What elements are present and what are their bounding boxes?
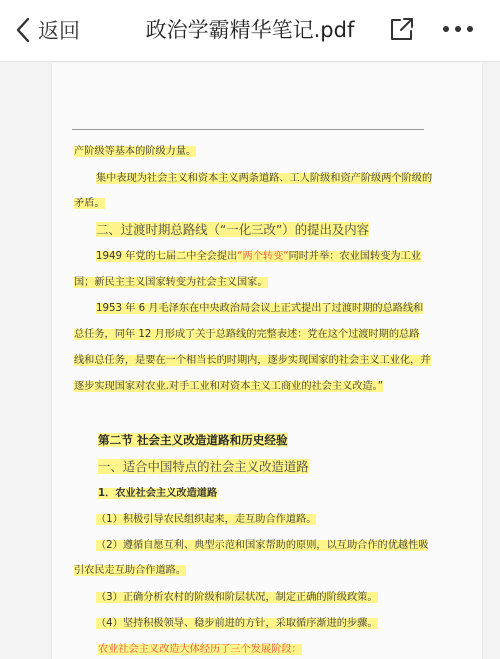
share-icon[interactable] bbox=[388, 15, 416, 43]
text-line: （1）积极引导农民组织起来，走互助合作道路。 bbox=[96, 514, 317, 525]
section-heading: 二、过渡时期总路线（“一化三改”）的提出及内容 bbox=[96, 222, 370, 237]
text-line: 1953 年 6 月毛泽东在中央政治局会议上正式提出了过渡时期的总路线和 bbox=[96, 303, 424, 314]
header-rule bbox=[72, 129, 424, 130]
back-button[interactable] bbox=[14, 13, 80, 47]
text-line: 1949 年党的七届二中全会提出“两个转变”同时并举：农业国转变为工业 bbox=[96, 251, 421, 262]
subsection-heading: 1．农业社会主义改造道路 bbox=[98, 488, 218, 499]
chevron-left-icon bbox=[14, 17, 32, 43]
top-navigation-bar bbox=[0, 0, 500, 62]
text-line: （3）正确分析农村的阶级和阶层状况，制定正确的阶级政策。 bbox=[96, 592, 378, 603]
chapter-heading: 第二节 社会主义改造道路和历史经验 bbox=[98, 433, 288, 447]
document-title: 政治学霸精华笔记.pdf bbox=[145, 18, 355, 42]
text-line: 农业社会主义改造大体经历了三个发展阶段： bbox=[98, 644, 302, 655]
section-heading: 一、适合中国特点的社会主义改造道路 bbox=[98, 459, 309, 474]
text-line: （4）坚持积极领导、稳步前进的方针，采取循序渐进的步骤。 bbox=[96, 618, 378, 629]
text-line: 国；新民主主义国家转变为社会主义国家。 bbox=[74, 277, 268, 288]
text-line: 总任务，同年 12 月形成了关于总路线的完整表述：党在这个过渡时期的总路 bbox=[74, 329, 420, 340]
back-label: 返回 bbox=[38, 19, 80, 43]
text-line: （2）遵循自愿互利、典型示范和国家帮助的原则，以互助合作的优越性吸 bbox=[96, 540, 429, 551]
pdf-viewer[interactable] bbox=[0, 63, 500, 659]
pdf-page bbox=[52, 63, 482, 659]
more-icon[interactable] bbox=[440, 17, 476, 41]
text-line: 逐步实现国家对农业.对手工业和对资本主义工商业的社会主义改造。” bbox=[74, 381, 384, 392]
text-line: 集中表现为社会主义和资本主义两条道路、工人阶级和资产阶级两个阶级的 bbox=[96, 173, 433, 184]
text-line: 产阶级等基本的阶级力量。 bbox=[74, 146, 197, 157]
text-line: 矛盾。 bbox=[74, 198, 105, 209]
text-line: 引农民走互助合作道路。 bbox=[74, 565, 187, 576]
text-line: 线和总任务，是要在一个相当长的时期内，逐步实现国家的社会主义工业化，并 bbox=[74, 355, 431, 366]
